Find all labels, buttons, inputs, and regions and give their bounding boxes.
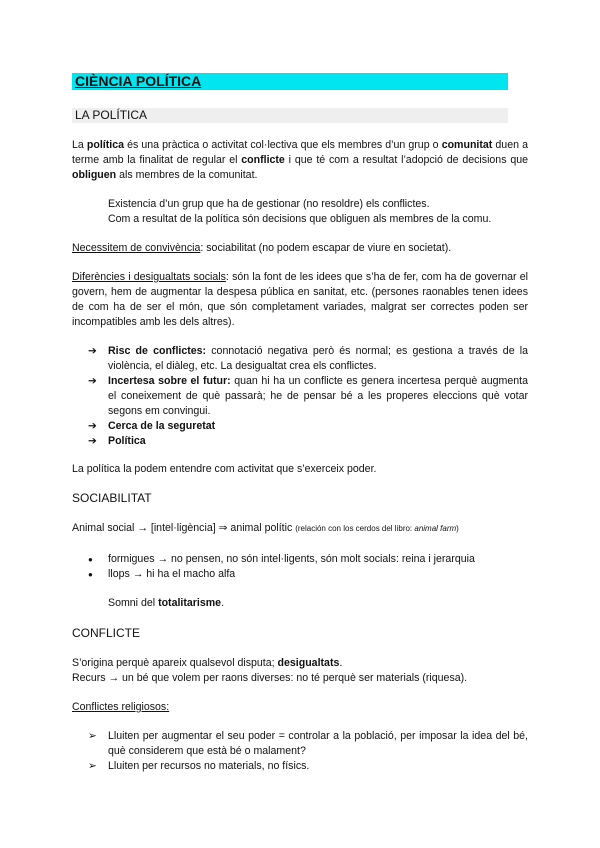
section-heading-la-politica: LA POLÍTICA (72, 108, 508, 123)
list-item: ➔ Cerca de la seguretat (88, 420, 216, 432)
arrow-icon: ➔ (88, 375, 97, 387)
arrow-icon: ➔ (88, 420, 97, 432)
paragraph-somni: Somni del totalitarisme. (108, 597, 225, 609)
paragraph-diferencies: Diferències i desigualtats socials: són la font de les idees que s’ha de fer, com ha de governar el govern, hem de augmentar la despesa pública en sanitat, etc. (persones raonables tenen idees de com ha de ser el món, que són completament variades, malgrat ser correctes poden ser incompatibles amb les dels altres). (72, 271, 529, 328)
paragraph-poder: La política la podem entendre com activitat que s’exerceix poder. (72, 463, 377, 475)
arrow-list (88, 344, 528, 449)
bullet-icon: ● (88, 555, 93, 564)
triangle-list (88, 729, 528, 774)
bullet-icon: ● (88, 570, 93, 579)
list-item: ● formigues → no pensen, no són intel·ligents, són molt socials: reina i jerarquia (88, 553, 475, 565)
list-item: ➢ Lluiten per augmentar el seu poder = controlar a la població, per imposar la idea del bé, què considerem que està bé o malament? (88, 730, 528, 757)
paragraph-recurs: Recurs → un bé que volem per raons diverses: no té perquè ser materials (riquesa). (72, 672, 468, 684)
arrow-icon: ➔ (88, 435, 97, 447)
triangle-bullet-icon: ➢ (88, 730, 97, 742)
list-item: ● llops → hi ha el macho alfa (88, 568, 236, 580)
paragraph-definition: La política és una pràctica o activitat col·lectiva que els membres d’un grup o comunitat duen a terme amb la finalitat de regular el conflicte i que té com a resultat l’adopció de decisions que obliguen als membres de la comunitat. (72, 139, 528, 181)
section-heading-conflicte: CONFLICTE (72, 626, 141, 640)
paragraph-origen: S’origina perquè apareix qualsevol disputa; desigualtats. (72, 657, 343, 669)
title-highlight (72, 73, 508, 90)
indented-line-2: Com a resultat de la política són decisions que obliguen als membres de la comu. (108, 213, 492, 225)
list-item: ➢ Lluiten per recursos no materials, no físics. (88, 760, 310, 772)
paragraph-convivencia: Necessitem de convivència: sociabilitat (no podem escapar de viure en societat). (72, 242, 452, 254)
arrow-icon: ➔ (88, 345, 97, 357)
paragraph-animal-social: Animal social → [intel·ligència] ⇒ animal polític (relación con los cerdos del libro: animal farm) (72, 522, 459, 534)
paragraph-conflictes-religiosos: Conflictes religiosos: (72, 701, 170, 713)
section-heading-sociabilitat: SOCIABILITAT (72, 491, 152, 505)
indented-line-1: Existencia d’un grup que ha de gestionar (no resoldre) els conflictes. (108, 198, 430, 210)
dot-list (88, 552, 528, 582)
list-item: ➔ Risc de conflictes: connotació negativa però és normal; es gestiona a través de la violència, el diàleg, etc. La desigualtat crea els conflictes. (88, 345, 528, 372)
document-title: CIÈNCIA POLÍTICA (75, 73, 202, 89)
triangle-bullet-icon: ➢ (88, 760, 97, 772)
list-item: ➔ Incertesa sobre el futur: quan hi ha un conflicte es genera incertesa perquè augmenta el coneixement de què passarà; he de pensar bé a les properes eleccions què votar segons em convingui. (88, 375, 528, 417)
list-item: ➔ Política (88, 435, 146, 447)
